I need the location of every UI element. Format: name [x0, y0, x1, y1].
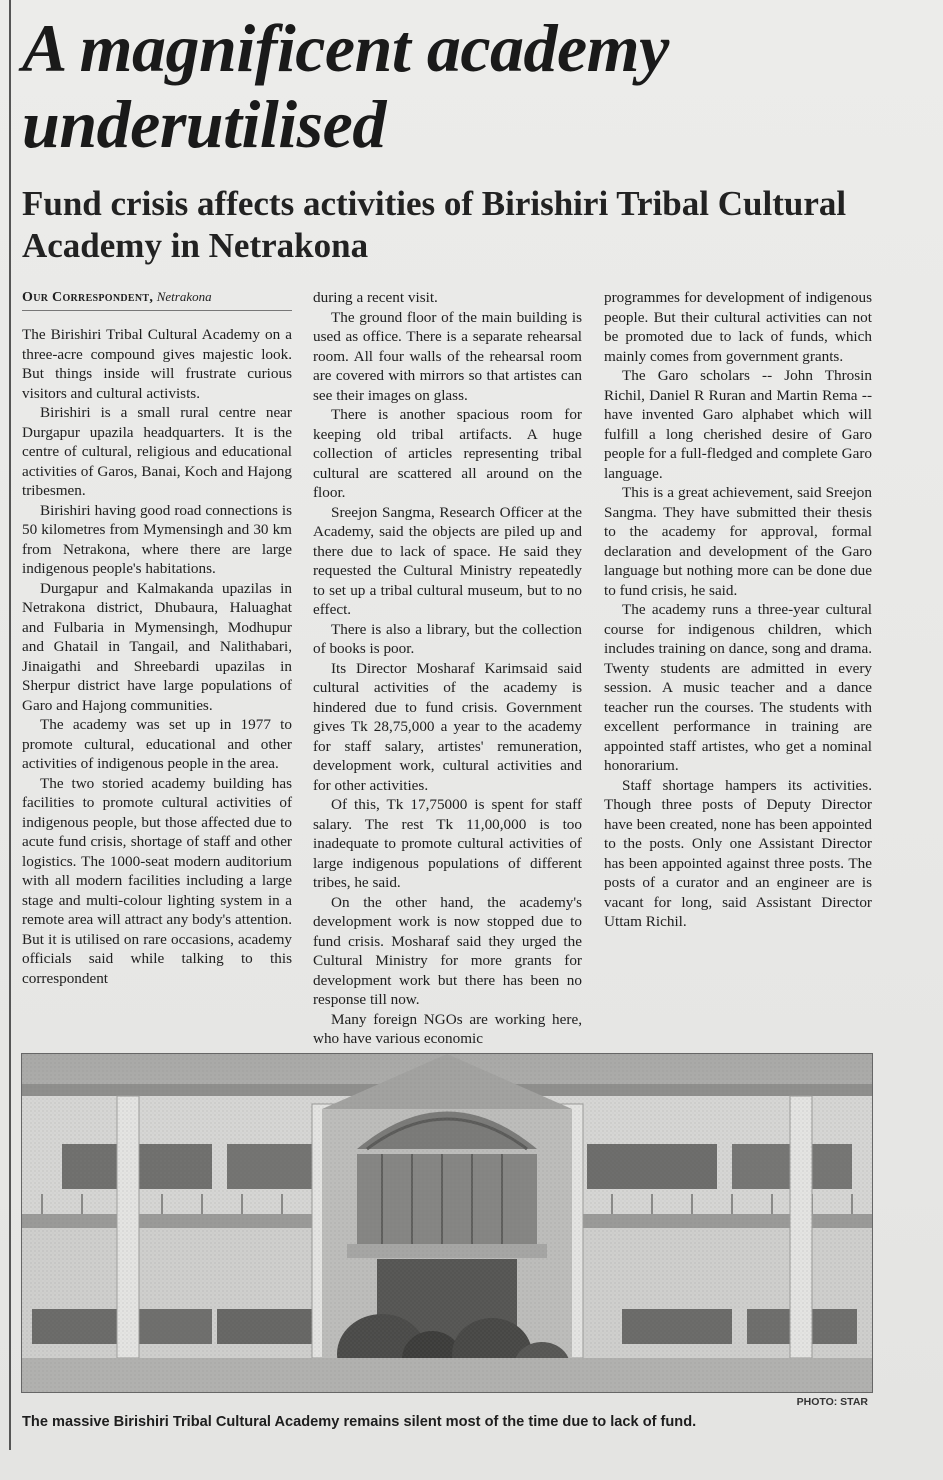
byline-location: Netrakona [156, 289, 212, 304]
article-column-1 [22, 288, 292, 988]
byline-author: Our Correspondent, [22, 290, 154, 305]
article-column-2 [313, 288, 582, 1049]
headline: A magnificent academy underutilised [22, 10, 669, 162]
paragraph: The Garo scholars -- John Throsin Richil, Daniel R Ruran and Martin Rema -- have invented Garo alphabet which will fulfill a long cherished desire of Garo people for a full-fledged and complete Garo language. [604, 367, 872, 482]
paragraph: Durgapur and Kalmakanda upazilas in Netrakona district, Dhubaura, Haluaghat and Fulbaria in Mymensingh, Modhupur and Ghatail in Tangail, and Nalithabari, Jinaigathi and Shreebardi upazilas in Sherpur district have large populations of Garo and Hajong communities. [22, 579, 292, 714]
paragraph: Its Director Mosharaf Karimsaid said cultural activities of the academy is hindered due to fund crisis. Government gives Tk 28,75,000 a year to the academy for staff salary, artistes' remuneration, development work, cultural activities and for other activities. [313, 659, 582, 794]
paragraph: Birishiri is a small rural centre near Durgapur upazila headquarters. It is the centre of cultural, religious and educational activities of Garos, Banai, Koch and Hajong tribesmen. [22, 404, 292, 499]
paragraph: Sreejon Sangma, Research Officer at the Academy, said the objects are piled up and there due to lack of space. He said they requested the Cultural Ministry repeatedly to set up a tribal cultural museum, but to no effect. [313, 503, 582, 618]
paragraph: On the other hand, the academy's development work is now stopped due to fund crisis. Mosharaf said they urged the Cultural Ministry for more grants for development work but there has been no response till now. [313, 893, 582, 1008]
paragraph: This is a great achievement, said Sreejon Sangma. They have submitted their thesis to the academy for approval, formal declaration and development of the Garo language but nothing more can be done due to fund crisis, he said. [604, 484, 872, 599]
paragraph: Many foreign NGOs are working here, who have various economic [313, 1010, 582, 1047]
paragraph: The two storied academy building has facilities to promote cultural activities of indigenous people, but those affected due to acute fund crisis, shortage of staff and other logistics. The 1000-seat modern auditorium with all modern facilities including a large stage and multi-colour lighting system in a remote area will attract any body's attention. But it is utilised on rare occasions, academy officials said while talking to this correspondent [22, 774, 292, 987]
academy-building-photo [21, 1053, 873, 1393]
paragraph: Staff shortage hampers its activities. Though three posts of Deputy Director have been created, none has been appointed to the posts. Only one Assistant Director has been appointed against three posts. The posts of a curator and an engineer are is vacant for long, said Assistant Director Uttam Richil. [604, 776, 872, 930]
paragraph: programmes for development of indigenous people. But their cultural activities can not be promoted due to lack of funds, which mainly comes from government grants. [604, 289, 872, 365]
article-column-3 [604, 288, 872, 932]
photo-credit: PHOTO: STAR [796, 1396, 868, 1408]
column-rule [9, 0, 11, 1450]
paragraph: during a recent visit. [313, 289, 438, 306]
paragraph: Birishiri having good road connections is 50 kilometres from Mymensingh and 30 km from Netrakona, where there are large indigenous people's habitations. [22, 501, 292, 577]
photo-caption: The massive Birishiri Tribal Cultural Academy remains silent most of the time due to lack of fund. [22, 1414, 697, 1430]
paragraph: Of this, Tk 17,75000 is spent for staff salary. The rest Tk 11,00,000 is too inadequate to promote cultural activities of large indigenous populations of different tribes, he said. [313, 796, 582, 891]
subheadline: Fund crisis affects activities of Birishiri Tribal Cultural Academy in Netrakona [22, 184, 847, 265]
paragraph: The academy runs a three-year cultural course for indigenous children, which includes training on dance, song and drama. Twenty students are admitted in every session. A music teacher and a dance teacher run the courses. The students with excellent performance in training are appointed staff artistes, who get a nominal honorarium. [604, 601, 872, 774]
paragraph: The ground floor of the main building is used as office. There is a separate rehearsal room. All four walls of the rehearsal room are covered with mirrors so that artistes can see their images on glass. [313, 308, 582, 404]
paragraph: The academy was set up in 1977 to promote cultural, educational and other activities of indigenous people in the area. [22, 716, 292, 772]
building-illustration [22, 1054, 872, 1392]
paragraph: There is another spacious room for keeping old tribal artifacts. A huge collection of articles representing tribal cultural are scattered all around on the floor. [313, 406, 582, 501]
byline [22, 288, 292, 311]
paragraph: The Birishiri Tribal Cultural Academy on a three-acre compound gives majestic look. But things inside will frustrate curious visitors and cultural activists. [22, 326, 292, 402]
paragraph: There is also a library, but the collection of books is poor. [313, 620, 582, 657]
